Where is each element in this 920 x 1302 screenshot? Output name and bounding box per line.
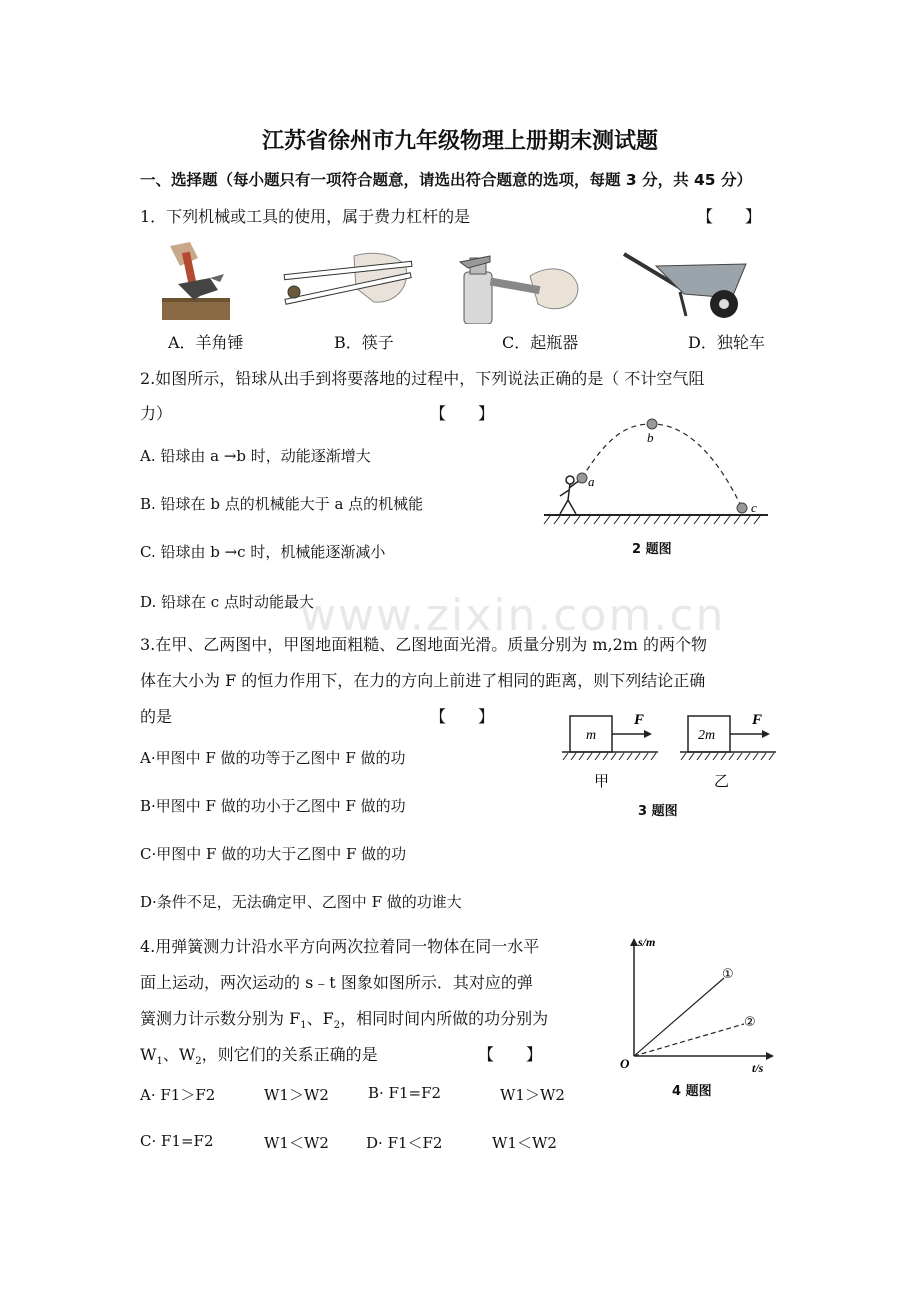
wheelbarrow-icon	[620, 246, 750, 320]
q3-force-diagram	[560, 706, 782, 796]
q2-trajectory-diagram	[540, 412, 780, 528]
q3-right-mass: 2m	[698, 728, 716, 743]
q2-option-d: D. 铅球在 c 点时动能最大	[140, 593, 314, 611]
q3-option-d: D·条件不足，无法确定甲、乙图中 F 做的功谁大	[140, 893, 462, 911]
point-c-label: c	[751, 500, 757, 515]
q4-option-a-work: W1＞W2	[264, 1086, 329, 1104]
section-heading: 一、选择题（每小题只有一项符合题意，请选出符合题意的选项，每题 3 分，共 45 分）	[140, 171, 752, 189]
q4-option-c-force: C· F1=F2	[140, 1132, 214, 1150]
q4-option-b-force: B· F1=F2	[368, 1084, 442, 1102]
page-title: 江苏省徐州市九年级物理上册期末测试题	[261, 129, 658, 154]
q3-stem-line1: 3.在甲、乙两图中，甲图地面粗糙、乙图地面光滑。质量分别为 m,2m 的两个物	[140, 635, 708, 654]
point-b-label: b	[647, 430, 654, 445]
q1-answer-bracket: 【 】	[697, 207, 762, 226]
q3-answer-bracket: 【 】	[430, 707, 495, 726]
q3-right-force: F	[752, 712, 763, 728]
q4-stem-line4: $W_1$、$W_2$，则它们的关系正确的是	[140, 1045, 378, 1068]
q1-option-c: C．起瓶器	[502, 333, 579, 352]
claw-hammer-icon	[160, 238, 232, 322]
q1-option-b: B．筷子	[334, 333, 394, 352]
q2-option-a: A. 铅球由 a →b 时，动能逐渐增大	[140, 447, 371, 465]
q2-option-c: C. 铅球由 b →c 时，机械能逐渐减小	[140, 543, 386, 561]
q4-stem-line3: 簧测力计示数分别为 $F_1$、$F_2$，相同时间内所做的功分别为	[140, 1009, 549, 1032]
q4-option-d-force: D· F1＜F2	[366, 1134, 443, 1152]
q2-figure-caption: 2 题图	[632, 542, 672, 557]
point-a-label: a	[588, 474, 595, 489]
q3-right-label: 乙	[714, 772, 730, 790]
q4-x-axis-label: t/s	[752, 1061, 764, 1075]
q1-stem: 1．下列机械或工具的使用，属于费力杠杆的是	[140, 207, 471, 226]
q4-stem-line1: 4.用弹簧测力计沿水平方向两次拉着同一物体在同一水平	[140, 937, 540, 956]
q4-option-b-work: W1＞W2	[500, 1086, 565, 1104]
q3-left-label: 甲	[594, 772, 610, 790]
q3-left-force: F	[634, 712, 645, 728]
q4-option-d-work: W1＜W2	[492, 1134, 557, 1152]
watermark: www.zixin.com.cn	[300, 590, 726, 641]
q3-figure-caption: 3 题图	[638, 804, 678, 819]
chopsticks-icon	[282, 248, 414, 308]
q3-stem-line2: 体在大小为 F 的恒力作用下，在力的方向上前进了相同的距离，则下列结论正确	[140, 671, 706, 690]
q4-line1-label: ①	[722, 967, 734, 982]
q4-st-graph	[616, 932, 776, 1076]
q2-stem-line1: 2.如图所示，铅球从出手到将要落地的过程中，下列说法正确的是（ 不计空气阻	[140, 369, 705, 388]
q4-option-a-force: A· F1＞F2	[140, 1086, 216, 1104]
q1-option-a: A．羊角锤	[168, 333, 244, 352]
q4-stem-line2: 面上运动，两次运动的 s﹣t 图象如图所示．其对应的弹	[140, 973, 533, 992]
bottle-opener-icon	[456, 252, 582, 324]
q4-option-c-work: W1＜W2	[264, 1134, 329, 1152]
q3-option-b: B·甲图中 F 做的功小于乙图中 F 做的功	[140, 797, 406, 815]
q4-y-axis-label: s/m	[638, 935, 656, 949]
q3-left-mass: m	[586, 728, 597, 743]
q4-figure-caption: 4 题图	[672, 1084, 712, 1099]
q2-option-b: B. 铅球在 b 点的机械能大于 a 点的机械能	[140, 495, 424, 513]
q2-stem-line2: 力）	[140, 404, 173, 423]
q4-origin-label: O	[620, 1056, 630, 1071]
q3-option-c: C·甲图中 F 做的功大于乙图中 F 做的功	[140, 845, 407, 863]
q1-option-d: D．独轮车	[688, 333, 765, 352]
q4-answer-bracket: 【 】	[478, 1045, 543, 1064]
q3-option-a: A·甲图中 F 做的功等于乙图中 F 做的功	[140, 749, 406, 767]
q4-line2-label: ②	[744, 1015, 756, 1030]
q2-answer-bracket: 【 】	[430, 404, 495, 423]
q3-stem-line3: 的是	[140, 707, 173, 726]
